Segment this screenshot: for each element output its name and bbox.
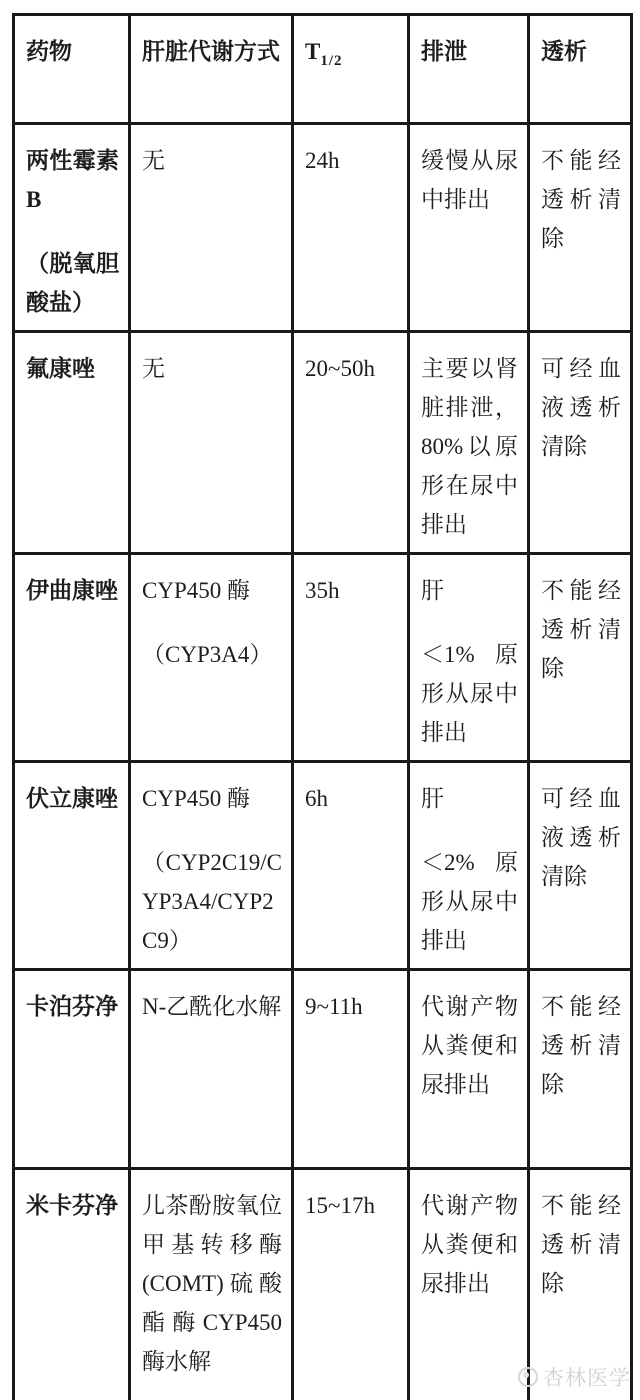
cell-metabolism [130,762,293,970]
cell-metabolism [130,970,293,1169]
excretion-text: 代谢产物从粪便和尿排出 [421,1193,518,1296]
drug-name: 伏立康唑 [26,786,118,811]
cell-drug [14,762,130,970]
cell-half-life: 20~50h [293,332,409,554]
cell-metabolism [130,124,293,332]
watermark-logo-icon [518,1367,538,1387]
cell-dialysis: 可经血液透析清除 [529,332,632,554]
metabolism-text: 儿茶酚胺氧位甲基转移酶(COMT)硫酸酯酶CYP450 酶水解 [142,1193,282,1374]
metabolism-note: （CYP3A4） [142,642,273,667]
metabolism-text: 无 [142,356,165,381]
metabolism-text: CYP450 酶 [142,786,250,811]
cell-drug [14,332,130,554]
drug-name: 氟康唑 [26,356,95,381]
excretion-note: ＜2%原形从尿中排出 [421,850,518,953]
half-life-subscript: 1/2 [320,53,343,69]
cell-dialysis: 不能经透析清除 [529,970,632,1169]
cell-excretion [409,762,529,970]
cell-excretion [409,970,529,1169]
header-cell-dialysis: 透析 [529,15,632,124]
cell-dialysis: 不能经透析清除 [529,124,632,332]
cell-drug [14,1169,130,1400]
cell-half-life: 24h [293,124,409,332]
header-cell-metabolism: 肝脏代谢方式 [130,15,293,124]
excretion-text: 主要以肾脏排泄，80%以原形在尿中排出 [421,356,518,537]
drug-note: （脱氧胆酸盐） [26,251,119,315]
excretion-text: 缓慢从尿中排出 [421,148,518,212]
cell-excretion [409,554,529,762]
table-row-itraconazole [14,554,632,762]
cell-excretion [409,124,529,332]
cell-half-life: 9~11h [293,970,409,1169]
table-row-amphotericin-b [14,124,632,332]
cell-drug [14,554,130,762]
metabolism-note: （CYP2C19/CYP3A4/CYP2C9） [142,850,282,953]
drug-name: 伊曲康唑 [26,578,118,603]
excretion-text: 肝 [421,578,444,603]
cell-excretion [409,1169,529,1400]
drug-name: 卡泊芬净 [26,994,118,1019]
cell-dialysis: 不能经透析清除 [529,554,632,762]
cell-excretion [409,332,529,554]
cell-metabolism [130,554,293,762]
header-cell-half-life [293,15,409,124]
watermark-text: 杏林医学 [543,1366,631,1390]
excretion-text: 肝 [421,786,444,811]
header-cell-drug: 药物 [14,15,130,124]
table-row-voriconazole [14,762,632,970]
table-row-fluconazole [14,332,632,554]
cell-dialysis: 可经血液透析清除 [529,762,632,970]
drug-metabolism-table [12,13,633,1400]
watermark [518,1362,631,1392]
table-row-caspofungin [14,970,632,1169]
drug-name: 两性霉素B [26,148,119,212]
cell-half-life: 6h [293,762,409,970]
cell-dialysis: 不能经透析清除 [529,1169,632,1400]
metabolism-text: 无 [142,148,165,173]
excretion-text: 代谢产物从粪便和尿排出 [421,994,518,1097]
cell-drug [14,124,130,332]
metabolism-text: N-乙酰化水解 [142,994,282,1019]
cell-half-life: 35h [293,554,409,762]
header-cell-excretion: 排泄 [409,15,529,124]
cell-metabolism [130,332,293,554]
header-row [14,15,632,124]
cell-half-life: 15~17h [293,1169,409,1400]
metabolism-text: CYP450 酶 [142,578,250,603]
cell-drug [14,970,130,1169]
half-life-symbol: T [305,39,321,64]
excretion-note: ＜1%原形从尿中排出 [421,642,518,745]
cell-metabolism [130,1169,293,1400]
drug-name: 米卡芬净 [26,1193,118,1218]
